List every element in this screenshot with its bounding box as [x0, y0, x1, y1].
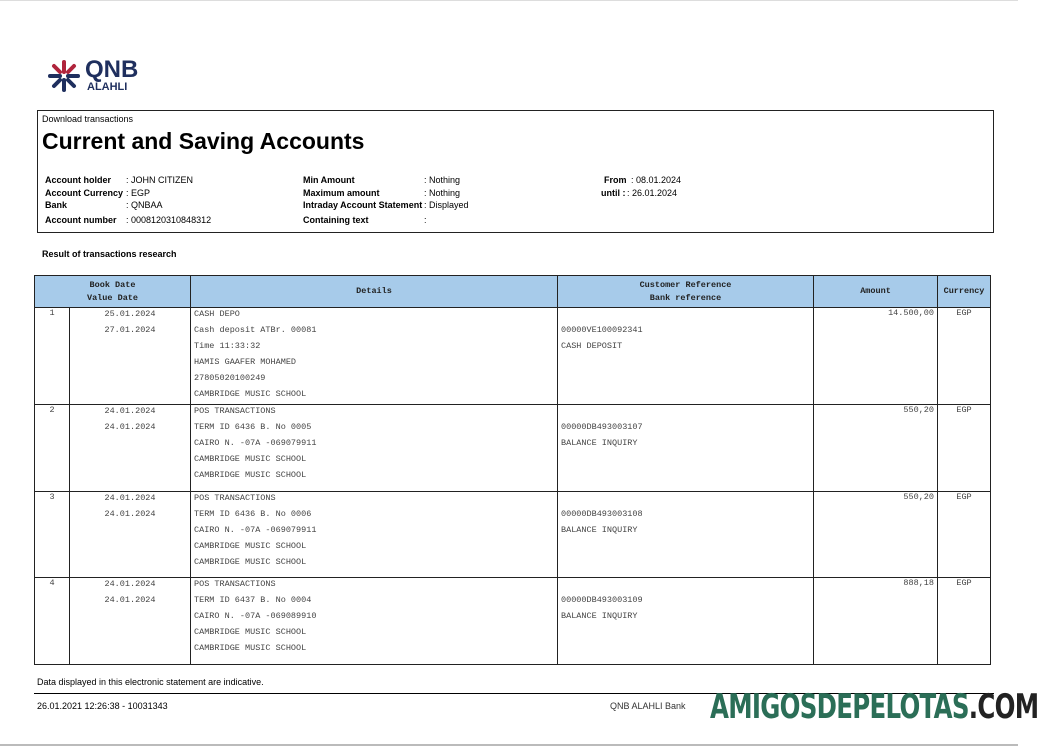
- details-line: CAMBRIDGE MUSIC SCHOOL: [194, 389, 307, 399]
- field-label: Maximum amount: [303, 188, 380, 198]
- field-label: Bank: [45, 200, 68, 210]
- field-label: Min Amount: [303, 175, 355, 185]
- logo-text: QNB: [85, 56, 139, 83]
- details-line: POS TRANSACTIONS: [194, 493, 276, 503]
- field-label: Account number: [45, 215, 117, 225]
- header-value-date: Value Date: [86, 292, 138, 303]
- account-currency-value: : EGP: [126, 188, 151, 198]
- value-date: 24.01.2024: [104, 509, 156, 519]
- table-row: [35, 308, 991, 405]
- currency: EGP: [938, 492, 991, 578]
- ref-line: 00000VE100092341: [561, 325, 643, 335]
- ref-line: 00000DB493003107: [561, 422, 643, 432]
- field-label: Intraday Account Statement: [303, 200, 423, 210]
- field-label: Account Currency: [45, 188, 124, 198]
- ref-line: 00000DB493003108: [561, 509, 643, 519]
- watermark: [710, 687, 1038, 727]
- row-number: 3: [35, 492, 70, 578]
- logo-subtext: ALAHLI: [87, 81, 128, 93]
- account-number-value: : 0008120310848312: [126, 215, 212, 225]
- account-holder-value: : JOHN CITIZEN: [126, 175, 193, 185]
- value-date: 27.01.2024: [104, 325, 156, 335]
- containing-value: :: [424, 215, 427, 225]
- download-label: Download transactions: [42, 114, 134, 124]
- currency: EGP: [938, 405, 991, 492]
- details-line: TERM ID 6436 B. No 0006: [194, 509, 312, 519]
- details-cell: [191, 492, 558, 578]
- details-line: HAMIS GAAFER MOHAMED: [194, 357, 297, 367]
- header-book-date: Book Date: [89, 279, 136, 290]
- intraday-value: : Displayed: [424, 200, 469, 210]
- details-line: CAIRO N. -07A -069079911: [194, 525, 317, 535]
- reference-cell: [558, 308, 814, 405]
- table-row: [35, 492, 991, 578]
- footer-timestamp: 26.01.2021 12:26:38 - 10031343: [37, 701, 168, 711]
- result-label: Result of transactions research: [42, 249, 177, 259]
- table-row: [35, 578, 991, 665]
- row-number: 4: [35, 578, 70, 665]
- row-number: 1: [35, 308, 70, 405]
- ref-line: [561, 578, 810, 594]
- watermark-tld: .COM: [968, 687, 1038, 727]
- details-line: CASH DEPO: [194, 309, 240, 319]
- ref-line: BALANCE INQUIRY: [561, 438, 638, 448]
- details-line: CAMBRIDGE MUSIC SCHOOL: [194, 557, 307, 567]
- details-line: CAMBRIDGE MUSIC SCHOOL: [194, 627, 307, 637]
- details-line: Time 11:33:32: [194, 341, 261, 351]
- amount: 888,18: [814, 578, 938, 665]
- details-line: POS TRANSACTIONS: [194, 579, 276, 589]
- page-title: Current and Saving Accounts: [42, 128, 365, 154]
- details-line: TERM ID 6436 B. No 0005: [194, 422, 312, 432]
- value-date: 24.01.2024: [104, 595, 156, 605]
- ref-line: 00000DB493003109: [561, 595, 643, 605]
- reference-cell: [558, 405, 814, 492]
- book-date: 24.01.2024: [104, 579, 156, 589]
- book-date: 24.01.2024: [104, 406, 156, 416]
- ref-line: [561, 405, 810, 421]
- bank-value: : QNBAA: [126, 200, 163, 210]
- max-amount-value: : Nothing: [424, 188, 461, 198]
- details-line: CAMBRIDGE MUSIC SCHOOL: [194, 643, 307, 653]
- header-bank-ref: Bank reference: [649, 292, 722, 303]
- qnb-star-icon: [47, 59, 81, 93]
- field-label: Containing text: [303, 215, 369, 225]
- details-line: 27805020100249: [194, 373, 266, 383]
- reference-cell: [558, 578, 814, 665]
- table-header: [35, 276, 991, 308]
- details-cell: [191, 308, 558, 405]
- header-amount: Amount: [814, 276, 938, 308]
- book-date: 24.01.2024: [104, 493, 156, 503]
- page-bottom-border: [0, 744, 1018, 746]
- details-line: CAMBRIDGE MUSIC SCHOOL: [194, 454, 307, 464]
- field-label: Account holder: [45, 175, 112, 185]
- book-date: 25.01.2024: [104, 309, 156, 319]
- amount: 550,20: [814, 492, 938, 578]
- currency: EGP: [938, 308, 991, 405]
- amount: 14.500,00: [814, 308, 938, 405]
- header-details: Details: [191, 276, 558, 308]
- min-amount-value: : Nothing: [424, 175, 461, 185]
- details-line: Cash deposit ATBr. 00081: [194, 325, 317, 335]
- header-customer-ref: Customer Reference: [639, 279, 732, 290]
- ref-line: CASH DEPOSIT: [561, 341, 623, 351]
- transactions-table: [34, 275, 991, 665]
- details-line: TERM ID 6437 B. No 0004: [194, 595, 312, 605]
- ref-line: [561, 308, 810, 324]
- details-line: POS TRANSACTIONS: [194, 406, 276, 416]
- search-criteria-box: [37, 110, 994, 233]
- from-value: : 08.01.2024: [631, 175, 682, 185]
- ref-line: [561, 492, 810, 508]
- until-value: : 26.01.2024: [627, 188, 678, 198]
- footer-bank: QNB ALAHLI Bank: [610, 701, 686, 711]
- row-number: 2: [35, 405, 70, 492]
- disclaimer: Data displayed in this electronic statement are indicative.: [37, 677, 264, 687]
- ref-line: BALANCE INQUIRY: [561, 611, 638, 621]
- field-label: until :: [601, 188, 626, 198]
- field-label: From: [604, 175, 627, 185]
- details-line: CAMBRIDGE MUSIC SCHOOL: [194, 541, 307, 551]
- details-line: CAIRO N. -07A -069089910: [194, 611, 317, 621]
- amount: 550,20: [814, 405, 938, 492]
- reference-cell: [558, 492, 814, 578]
- header-currency: Currency: [938, 276, 991, 308]
- details-cell: [191, 405, 558, 492]
- watermark-main: AMIGOSDEPELOTAS: [710, 687, 969, 727]
- details-cell: [191, 578, 558, 665]
- qnb-logo: [47, 58, 138, 93]
- details-line: CAIRO N. -07A -069079911: [194, 438, 317, 448]
- table-row: [35, 405, 991, 492]
- value-date: 24.01.2024: [104, 422, 156, 432]
- ref-line: BALANCE INQUIRY: [561, 525, 638, 535]
- currency: EGP: [938, 578, 991, 665]
- details-line: CAMBRIDGE MUSIC SCHOOL: [194, 470, 307, 480]
